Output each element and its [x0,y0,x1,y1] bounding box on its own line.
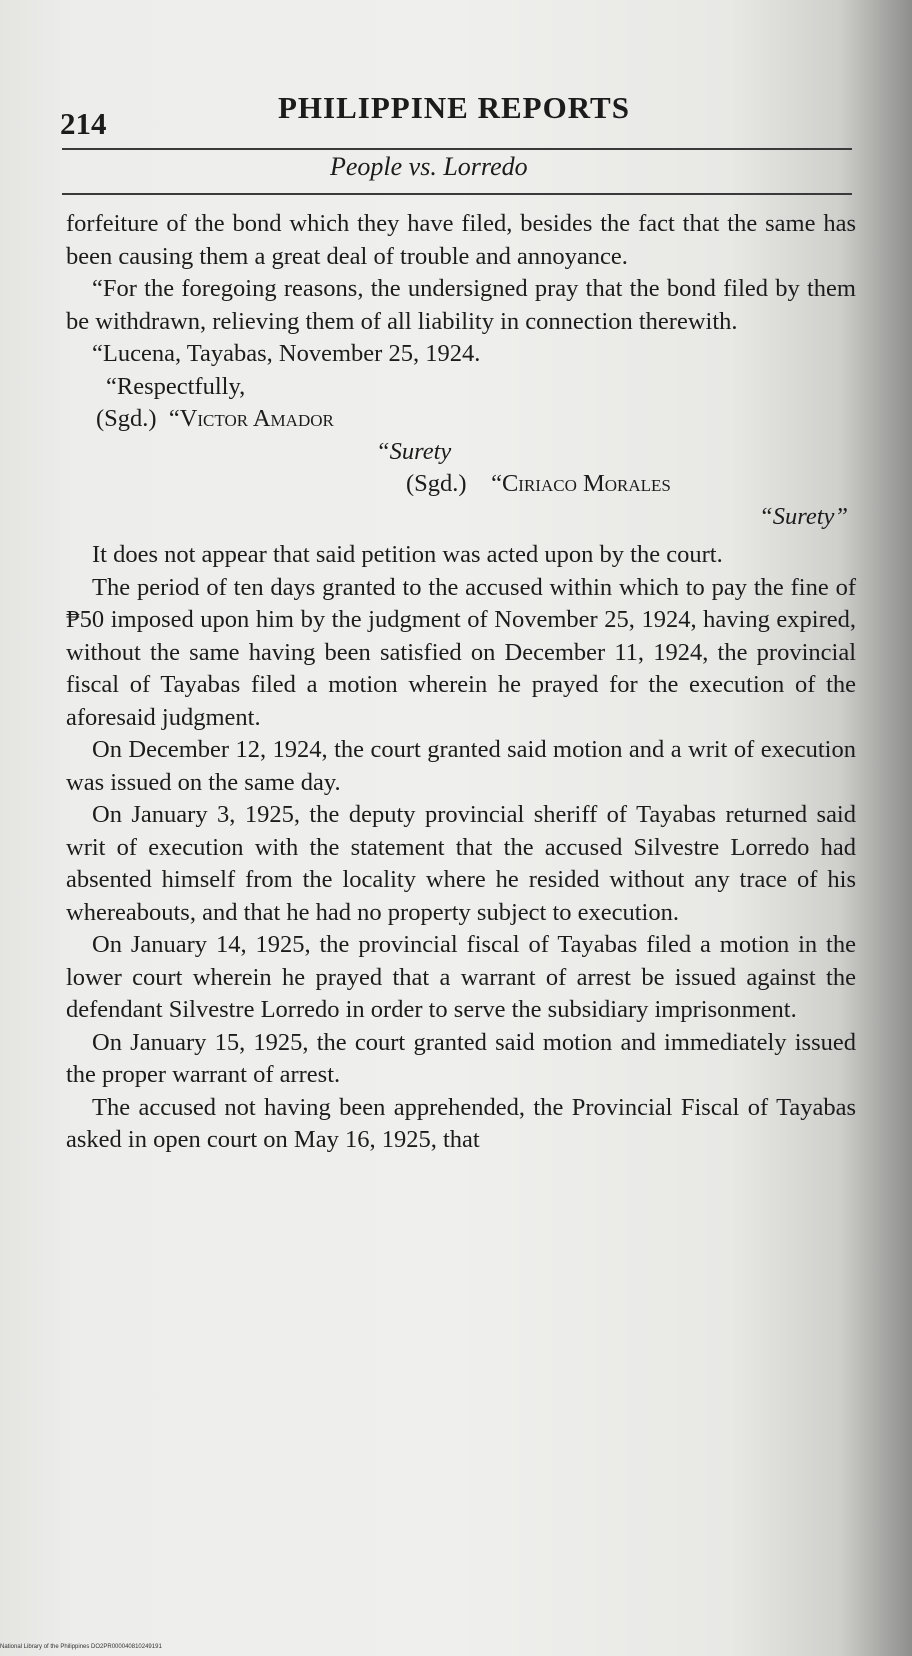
paragraph-arrest-granted: On January 15, 1925, the court granted said motion and immediately issued the proper warrant of arrest. [66,1028,856,1088]
paragraph-bond-forfeiture: forfeiture of the bond which they have filed, besides the fact that the same has been causing them a great deal of trouble and annoyance. [66,210,856,270]
signatory-role: “Surety [376,437,452,465]
header-rule-bottom [62,193,852,195]
paragraph-writ-granted: On December 12, 1924, the court granted said motion and a writ of execution was issued on the same day. [66,736,856,796]
paragraph-sheriff-return: On January 3, 1925, the deputy provincial sheriff of Tayabas returned said writ of execution with the statement that the accused Silvestre Lorredo had absented himself from the locality where he resided without any trace of his whereabouts, and that he had no property subject to execution. [66,801,856,926]
paragraph-fine-period: The period of ten days granted to the accused within which to pay the fine of ₱50 imposed upon him by the judgment of November 25, 1924, having expired, without the same having been satisfied on December 11, 1924, the provincial fiscal of Tayabas filed a motion wherein he prayed for the execution of the aforesaid judgment. [66,573,856,731]
signatory-name: “Victor Amador [168,405,334,432]
signed-prefix: (Sgd.) [96,405,157,432]
closing-respectfully: “Respectfully, [106,372,246,400]
paragraph-not-apprehended: The accused not having been apprehended, the Provincial Fiscal of Tayabas asked in open court on May 16, 1925, that [66,1093,856,1153]
signature-ciriaco-morales [66,468,856,501]
signatory-name: “Ciriaco Morales [491,470,671,497]
paragraph-arrest-motion: On January 14, 1925, the provincial fiscal of Tayabas filed a motion in the lower court wherein he prayed that a warrant of arrest be issued against the defendant Silvestre Lorredo in order to serve the subsidiary imprisonment. [66,931,856,1023]
paragraph-date-line: “Lucena, Tayabas, November 25, 1924. [92,340,481,367]
header-rule-top [62,148,852,150]
signed-prefix: (Sgd.) [406,470,467,497]
running-head: PHILIPPINE REPORTS [278,90,630,125]
paragraph-petition-not-acted: It does not appear that said petition was acted upon by the court. [92,541,723,568]
page-number: 214 [60,106,107,141]
body-text [66,208,856,1157]
paragraph-prayer: “For the foregoing reasons, the undersigned pray that the bond filed by them be withdrawn, relieving them of all liability in connection therewith. [66,275,856,335]
case-title: People vs. Lorredo [330,152,528,181]
scan-source-footer: National Library of the Philippines DO2PR000040810249191 [0,1644,162,1650]
signature-victor-amador [66,403,856,436]
signatory-role: “Surety” [759,502,848,530]
